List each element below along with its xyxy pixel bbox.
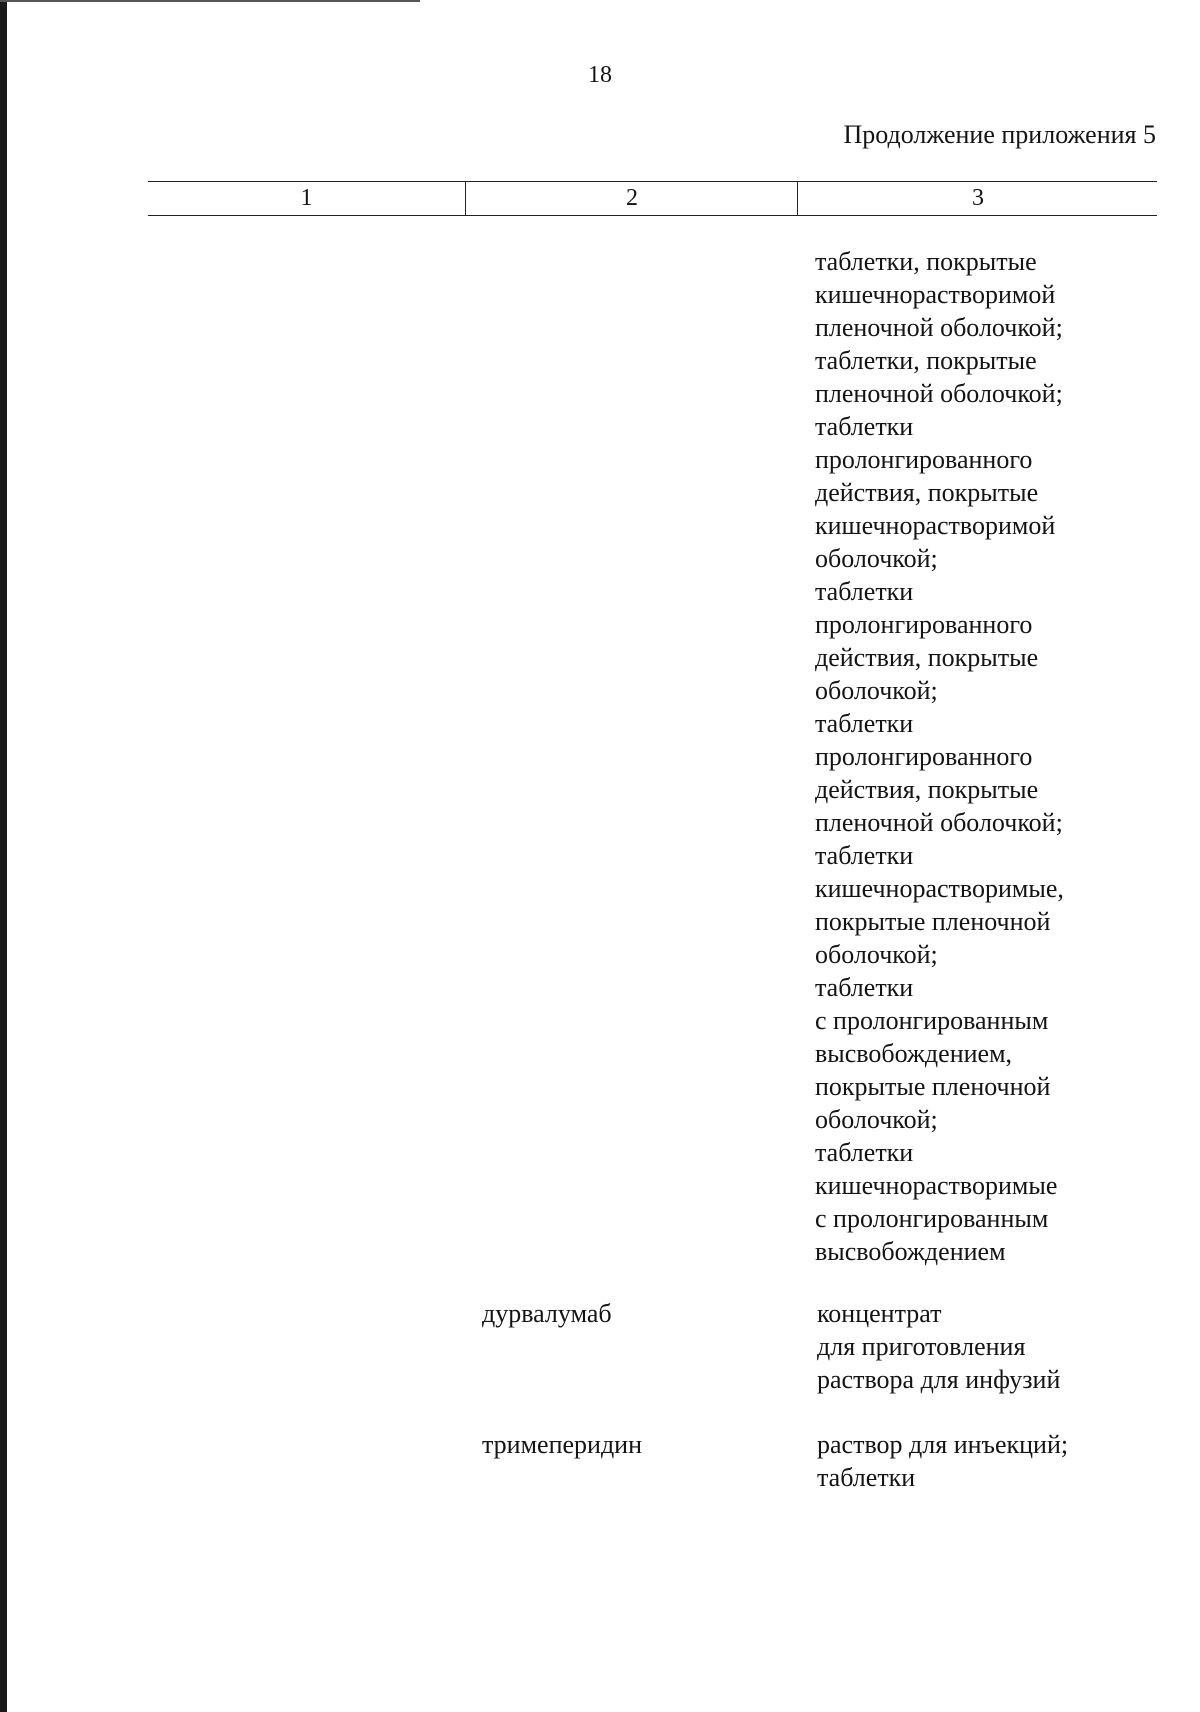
dosage-form-line: действия, покрытые <box>815 478 1039 507</box>
dosage-form-line: действия, покрытые <box>815 775 1039 804</box>
scan-edge-left <box>0 0 7 1712</box>
scan-edge-top <box>0 0 420 2</box>
dosage-form-line: пролонгированного <box>815 742 1033 771</box>
dosage-forms-list <box>817 1297 1060 1396</box>
dosage-form-line: таблетки <box>815 577 914 606</box>
dosage-form-line: действия, покрытые <box>815 643 1039 672</box>
dosage-form-line: раствор для инъекций; <box>817 1430 1069 1459</box>
dosage-form-line: кишечнорастворимые <box>815 1171 1058 1200</box>
column-header-1: 1 <box>300 185 313 211</box>
dosage-form-line: оболочкой; <box>815 544 938 573</box>
dosage-form-line: кишечнорастворимые, <box>815 874 1064 903</box>
dosage-form-line: оболочкой; <box>815 940 938 969</box>
dosage-form-line: покрытые пленочной <box>815 907 1051 936</box>
dosage-form-line: таблетки <box>815 412 914 441</box>
appendix-title: Продолжение приложения 5 <box>843 120 1156 149</box>
dosage-form-line: таблетки <box>815 1138 914 1167</box>
drug-name: дурвалумаб <box>482 1299 612 1328</box>
dosage-form-line: для приготовления <box>817 1332 1026 1361</box>
dosage-form-line: таблетки, покрытые <box>815 346 1037 375</box>
dosage-form-line: с пролонгированным <box>815 1006 1049 1035</box>
dosage-form-line: таблетки, покрытые <box>815 247 1037 276</box>
dosage-form-line: пленочной оболочкой; <box>815 808 1063 837</box>
dosage-form-line: таблетки <box>817 1463 916 1492</box>
dosage-form-line: с пролонгированным <box>815 1204 1049 1233</box>
dosage-form-line: таблетки <box>815 841 914 870</box>
dosage-form-line: таблетки <box>815 973 914 1002</box>
table-header <box>148 181 1157 216</box>
dosage-form-line: раствора для инфузий <box>817 1365 1061 1394</box>
dosage-forms-list <box>817 1428 1068 1494</box>
dosage-form-line: высвобождением, <box>815 1039 1013 1068</box>
dosage-form-line: высвобождением <box>815 1237 1006 1266</box>
dosage-form-line: кишечнорастворимой <box>815 511 1056 540</box>
column-header-3: 3 <box>797 182 1158 215</box>
column-header-2: 2 <box>465 182 798 215</box>
dosage-form-line: покрытые пленочной <box>815 1072 1051 1101</box>
dosage-form-line: пролонгированного <box>815 445 1033 474</box>
drug-name: тримеперидин <box>482 1430 643 1459</box>
dosage-form-line: концентрат <box>817 1299 942 1328</box>
page-number: 18 <box>588 62 612 88</box>
dosage-form-line: кишечнорастворимой <box>815 280 1056 309</box>
dosage-form-line: пленочной оболочкой; <box>815 379 1063 408</box>
dosage-form-line: оболочкой; <box>815 676 938 705</box>
dosage-form-line: оболочкой; <box>815 1105 938 1134</box>
dosage-form-line: пролонгированного <box>815 610 1033 639</box>
dosage-form-line: пленочной оболочкой; <box>815 313 1063 342</box>
dosage-forms-list <box>815 245 1064 1268</box>
dosage-form-line: таблетки <box>815 709 914 738</box>
